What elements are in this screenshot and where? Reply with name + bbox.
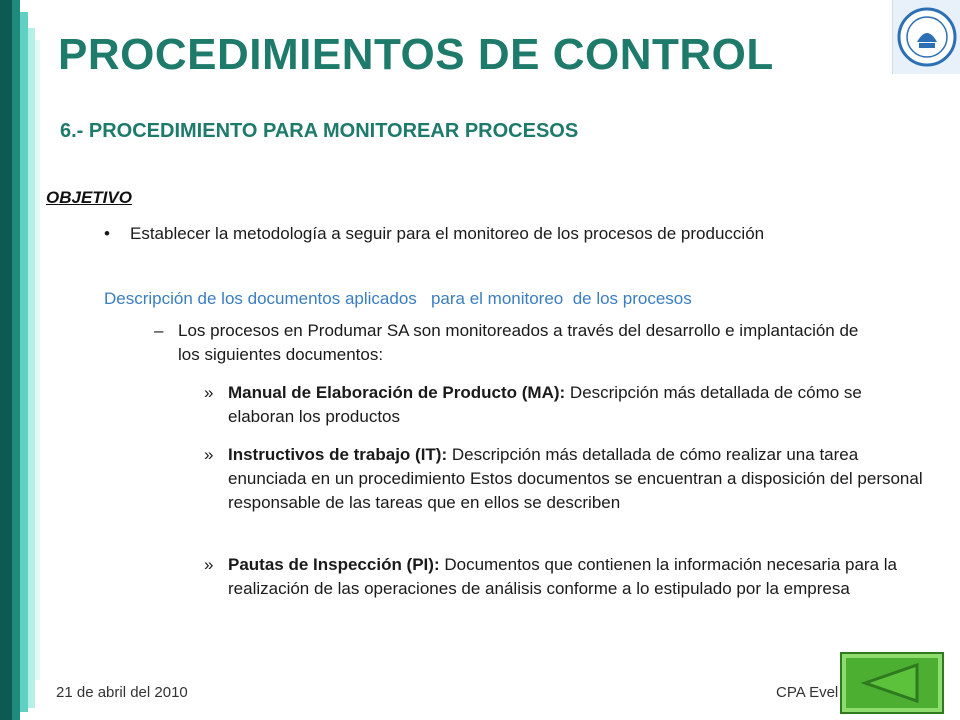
slide-title: PROCEDIMIENTOS DE CONTROL xyxy=(58,30,774,79)
footer-date: 21 de abril del 2010 xyxy=(56,684,188,701)
sub-symbol: » xyxy=(204,383,214,402)
decor-stripe-aqua xyxy=(20,12,28,712)
decor-stripe-light xyxy=(28,28,35,708)
decor-stripe-dark xyxy=(0,0,12,720)
decor-stripe-teal xyxy=(12,0,20,720)
document-name: Pautas de Inspección (PI): xyxy=(228,555,440,574)
slide-subtitle: 6.- PROCEDIMIENTO PARA MONITOREAR PROCESOS xyxy=(60,120,579,142)
university-logo xyxy=(892,0,960,74)
sub-symbol: » xyxy=(204,555,214,574)
bullet-symbol: • xyxy=(104,224,110,243)
footer-author-start: CPA Evel xyxy=(776,684,839,701)
document-description: Documentos que contienen la información necesaria para la realización de las operaciones de análisis conforme a lo estipulado por la empresa xyxy=(228,555,897,598)
back-button[interactable] xyxy=(840,652,944,714)
decor-stripe-pale xyxy=(35,40,40,680)
sub-symbol: » xyxy=(204,445,214,464)
dash-symbol: – xyxy=(154,321,164,340)
university-seal-icon xyxy=(897,4,957,70)
description-heading: Descripción de los documentos aplicados para el monitoreo de los procesos xyxy=(104,289,692,308)
triangle-left-icon xyxy=(857,661,927,705)
document-name: Instructivos de trabajo (IT): xyxy=(228,445,448,464)
document-description: Descripción más detallada de cómo se elaboran los productos xyxy=(228,383,862,426)
objective-label: OBJETIVO xyxy=(46,188,132,207)
objective-text: Establecer la metodología a seguir para el monitoreo de los procesos de producción xyxy=(130,224,765,243)
document-description: Descripción más detallada de cómo realizar una tarea enunciada en un procedimiento Estos documentos se encuentran a disposición del personal responsable de las tareas que en ellos se describen xyxy=(228,445,923,512)
process-summary-text: Los procesos en Produmar SA son monitoreados a través del desarrollo e implantación de los siguientes documentos: xyxy=(178,321,859,364)
document-name: Manual de Elaboración de Producto (MA): xyxy=(228,383,566,402)
